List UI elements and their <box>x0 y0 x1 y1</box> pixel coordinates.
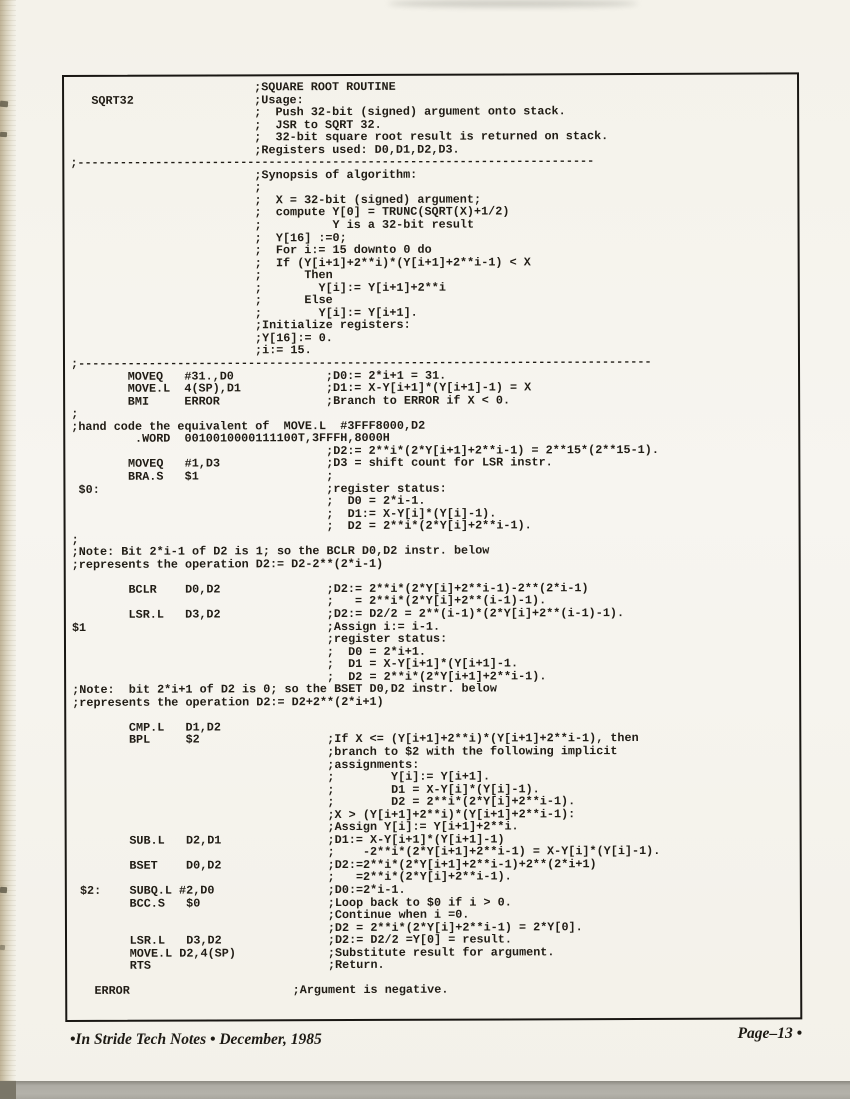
code-listing-box <box>62 72 802 1022</box>
binding-tick <box>0 101 8 108</box>
scan-smudge-top <box>388 0 638 7</box>
page-footer <box>70 1025 802 1057</box>
binding-tick <box>0 887 7 893</box>
binding-edge <box>0 0 16 1099</box>
scan-edge-corner <box>0 1081 16 1099</box>
binding-tick <box>0 132 7 137</box>
assembly-listing: ;SQUARE ROOT ROUTINE SQRT32 ;Usage: ; Push 32-bit (signed) argument onto stack. ; JSR to SQRT 32. ; 32-bit square root result is returned on stack. ;Registers used: D0,D1,D2,D3. ;------------------------------------------------------------------------- ;Synopsis of algorithm: ; ; X = 32-bit (signed) argument; ; compute Y[0] = TRUNC(SQRT(X)+1/2) ; Y is a 32-bit result ; Y[16] :=0; ; For i:= 15 downto 0 do ; If (Y[i+1]+2**i)*(Y[i+1]+2**i-1) < X ; Then ; Y[i]:= Y[i+1]+2**i ; Else ; Y[i]:= Y[i+1]. ;Initialize registers: ;Y[16]:= 0. ;i:= 15. ;--------------------------------------------------------------------------------- MOVEQ #31.,D0 ;D0:= 2*i+1 = 31. MOVE.L 4(SP),D1 ;D1:= X-Y[i+1]*(Y[i+1]-1) = X BMI ERROR ;Branch to ERROR if X < 0. ; ;hand code the equivalent of MOVE.L #3FFF8000,D2 .WORD 0010010000111100T,3FFFH,8000H ;D2:= 2**i*(2*Y[i+1]+2**i-1) = 2**15*(2**15-1). MOVEQ #1,D3 ;D3 = shift count for LSR instr. BRA.S $1 ; $0: ;register status: ; D0 = 2*i-1. ; D1:= X-Y[i]*(Y[i]-1). ; D2 = 2**i*(2*Y[i]+2**i-1). ; ;Note: Bit 2*i-1 of D2 is 1; so the BCLR D0,D2 instr. below ;represents the operation D2:= D2-2**(2*i-1) BCLR D0,D2 ;D2:= 2**i*(2*Y[i]+2**i-1)-2**(2*i-1) ; = 2**i*(2*Y[i]+2**(i-1)-1). LSR.L D3,D2 ;D2:= D2/2 = 2**(i-1)*(2*Y[i]+2**(i-1)-1). $1 ;Assign i:= i-1. ;register status: ; D0 = 2*i+1. ; D1 = X-Y[i+1]*(Y[i+1]-1. ; D2 = 2**i*(2*Y[i+1]+2**i-1). ;Note: bit 2*i+1 of D2 is 0; so the BSET D0,D2 instr. below ;represents the operation D2:= D2+2**(2*i+1) CMP.L D1,D2 BPL $2 ;If X <= (Y[i+1]+2**i)*(Y[i+1]+2**i-1), then ;branch to $2 with the following implicit ;assignments: ; Y[i]:= Y[i+1]. ; D1 = X-Y[i]*(Y[i]-1). ; D2 = 2**i*(2*Y[i]+2**i-1). ;X > (Y[i+1]+2**i)*(Y[i+1]+2**i-1): ;Assign Y[i]:= Y[i+1]+2**i. SUB.L D2,D1 ;D1:= X-Y[i+1]*(Y[i+1]-1) ; -2**i*(2*Y[i+1]+2**i-1) = X-Y[i]*(Y[i]-1). BSET D0,D2 ;D2:=2**i*(2*Y[i+1]+2**i-1)+2**(2*i+1) ; =2**i*(2*Y[i]+2**i-1). $2: SUBQ.L #2,D0 ;D0:=2*i-1. BCC.S $0 ;Loop back to $0 if i > 0. ;Continue when i =0. ;D2 = 2**i*(2*Y[i]+2**i-1) = 2*Y[0]. LSR.L D3,D2 ;D2:= D2/2 =Y[0] = result. MOVE.L D2,4(SP) ;Substitute result for argument. RTS ;Return. ERROR ;Argument is negative. <box>70 79 661 998</box>
footer-page-number: Page–13 • <box>737 1025 802 1042</box>
footer-journal-title: •In Stride Tech Notes • December, 1985 <box>70 1031 322 1048</box>
binding-tick <box>0 945 5 950</box>
scan-edge-band <box>0 1081 850 1099</box>
